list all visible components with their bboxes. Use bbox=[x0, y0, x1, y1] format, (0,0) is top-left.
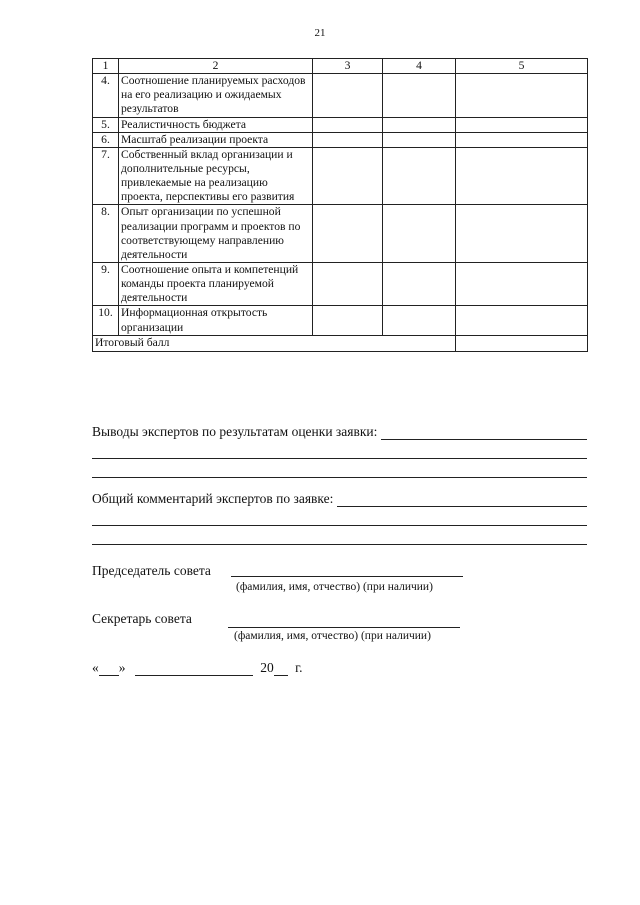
score-cell-4[interactable] bbox=[383, 132, 456, 147]
comment-input-line[interactable] bbox=[337, 491, 587, 507]
day-input-line[interactable] bbox=[99, 662, 119, 676]
score-cell-4[interactable] bbox=[383, 147, 456, 205]
date-open-quote: « bbox=[92, 660, 99, 675]
score-cell-3[interactable] bbox=[313, 205, 383, 263]
chairman-hint: (фамилия, имя, отчество) (при наличии) bbox=[236, 581, 433, 593]
criterion-cell: Соотношение опыта и компетенций команды проекта планируемой деятельности bbox=[119, 262, 313, 305]
table-row bbox=[93, 147, 588, 205]
total-label: Итоговый балл bbox=[93, 335, 456, 351]
conclusions-input-line-2[interactable] bbox=[92, 442, 587, 459]
score-cell-4[interactable] bbox=[383, 117, 456, 132]
table-row bbox=[93, 205, 588, 263]
score-cell-5[interactable] bbox=[456, 117, 588, 132]
score-cell-5[interactable] bbox=[456, 132, 588, 147]
score-cell-4[interactable] bbox=[383, 262, 456, 305]
table-row bbox=[93, 132, 588, 147]
row-number: 5. bbox=[93, 117, 119, 132]
score-cell-4[interactable] bbox=[383, 306, 456, 335]
comment-input-line-2[interactable] bbox=[92, 509, 587, 526]
conclusions-section bbox=[92, 424, 587, 478]
comment-section bbox=[92, 491, 587, 545]
score-cell-3[interactable] bbox=[313, 74, 383, 117]
criterion-cell: Собственный вклад организации и дополнительные ресурсы, привлекаемые на реализацию проекта, перспективы его развития bbox=[119, 147, 313, 205]
table-row bbox=[93, 74, 588, 117]
chairman-signature-line[interactable] bbox=[231, 562, 463, 577]
row-number: 6. bbox=[93, 132, 119, 147]
column-header-3: 3 bbox=[313, 59, 383, 74]
conclusions-input-line-3[interactable] bbox=[92, 461, 587, 478]
secretary-hint: (фамилия, имя, отчество) (при наличии) bbox=[234, 630, 431, 642]
row-number: 8. bbox=[93, 205, 119, 263]
row-number: 9. bbox=[93, 262, 119, 305]
score-cell-3[interactable] bbox=[313, 262, 383, 305]
score-cell-5[interactable] bbox=[456, 147, 588, 205]
score-cell-3[interactable] bbox=[313, 147, 383, 205]
row-number: 7. bbox=[93, 147, 119, 205]
comment-input-line-3[interactable] bbox=[92, 528, 587, 545]
year-prefix: 20 bbox=[260, 660, 274, 675]
table-row bbox=[93, 117, 588, 132]
chairman-label: Председатель совета bbox=[92, 563, 211, 578]
column-header-2: 2 bbox=[119, 59, 313, 74]
secretary-label: Секретарь совета bbox=[92, 611, 192, 626]
total-score-cell[interactable] bbox=[456, 335, 588, 351]
table-row bbox=[93, 306, 588, 335]
secretary-signature-line[interactable] bbox=[228, 613, 460, 628]
criterion-cell: Информационная открытость организации bbox=[119, 306, 313, 335]
criterion-cell: Соотношение планируемых расходов на его реализацию и ожидаемых результатов bbox=[119, 74, 313, 117]
column-header-1: 1 bbox=[93, 59, 119, 74]
criterion-cell: Масштаб реализации проекта bbox=[119, 132, 313, 147]
month-input-line[interactable] bbox=[135, 662, 253, 676]
comment-label: Общий комментарий экспертов по заявке: bbox=[92, 491, 334, 506]
page-number: 21 bbox=[314, 27, 326, 39]
score-cell-5[interactable] bbox=[456, 262, 588, 305]
criterion-cell: Реалистичность бюджета bbox=[119, 117, 313, 132]
date-close-quote: » bbox=[118, 660, 126, 675]
column-header-5: 5 bbox=[456, 59, 588, 74]
score-cell-5[interactable] bbox=[456, 74, 588, 117]
score-cell-3[interactable] bbox=[313, 132, 383, 147]
score-cell-3[interactable] bbox=[313, 306, 383, 335]
total-row bbox=[93, 335, 588, 351]
score-cell-5[interactable] bbox=[456, 306, 588, 335]
criterion-cell: Опыт организации по успешной реализации программ и проектов по соответствующему направлению деятельности bbox=[119, 205, 313, 263]
row-number: 4. bbox=[93, 74, 119, 117]
column-header-4: 4 bbox=[383, 59, 456, 74]
date-line bbox=[92, 660, 303, 676]
year-input-line[interactable] bbox=[274, 662, 288, 676]
score-cell-5[interactable] bbox=[456, 205, 588, 263]
evaluation-table bbox=[92, 58, 588, 352]
table-row bbox=[93, 262, 588, 305]
score-cell-3[interactable] bbox=[313, 117, 383, 132]
score-cell-4[interactable] bbox=[383, 74, 456, 117]
score-cell-4[interactable] bbox=[383, 205, 456, 263]
table-header-row bbox=[93, 59, 588, 74]
year-suffix: г. bbox=[295, 660, 303, 675]
conclusions-label: Выводы экспертов по результатам оценки заявки: bbox=[92, 424, 378, 439]
conclusions-input-line[interactable] bbox=[381, 424, 587, 440]
row-number: 10. bbox=[93, 306, 119, 335]
